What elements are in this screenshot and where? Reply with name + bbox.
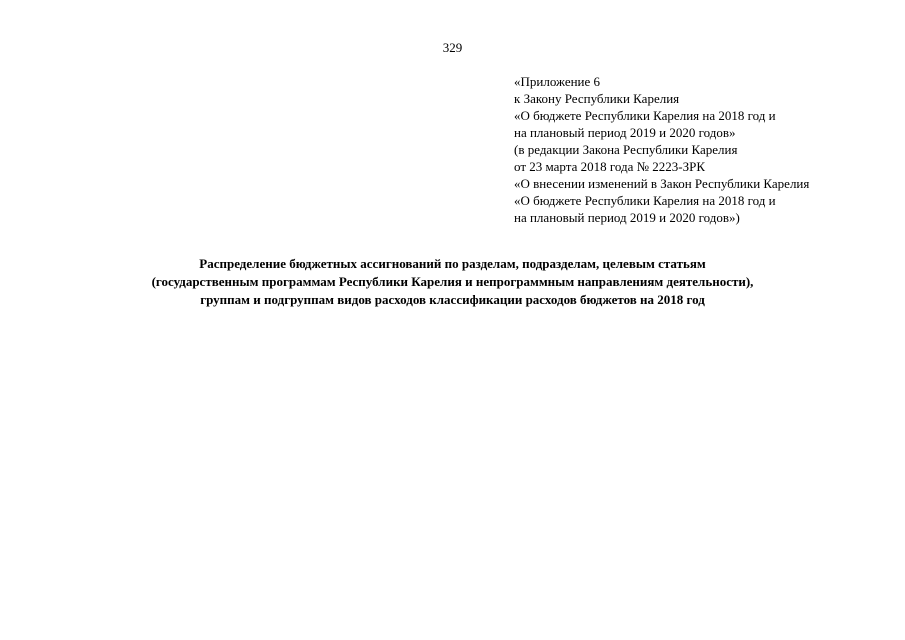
- document-title: [0, 255, 905, 309]
- appendix-line: на плановый период 2019 и 2020 годов»: [514, 125, 736, 140]
- appendix-line: к Закону Республики Карелия: [514, 91, 680, 106]
- appendix-line: «О бюджете Республики Карелия на 2018 год и: [514, 108, 776, 123]
- document-title-line: (государственным программам Республики Карелия и непрограммным направлениям деятельности),: [151, 274, 754, 289]
- page-number: 329: [442, 40, 463, 55]
- appendix-line: «О внесении изменений в Закон Республики Карелия: [514, 176, 810, 191]
- appendix-line: на плановый период 2019 и 2020 годов»): [514, 210, 740, 225]
- appendix-note: [514, 73, 894, 226]
- appendix-line: «Приложение 6: [514, 74, 601, 89]
- appendix-line: (в редакции Закона Республики Карелия: [514, 142, 738, 157]
- document-title-line: группам и подгруппам видов расходов классификации расходов бюджетов на 2018 год: [200, 292, 705, 307]
- appendix-line: «О бюджете Республики Карелия на 2018 год и: [514, 193, 776, 208]
- appendix-line: от 23 марта 2018 года № 2223-ЗРК: [514, 159, 706, 174]
- document-title-line: Распределение бюджетных ассигнований по разделам, подразделам, целевым статьям: [199, 256, 706, 271]
